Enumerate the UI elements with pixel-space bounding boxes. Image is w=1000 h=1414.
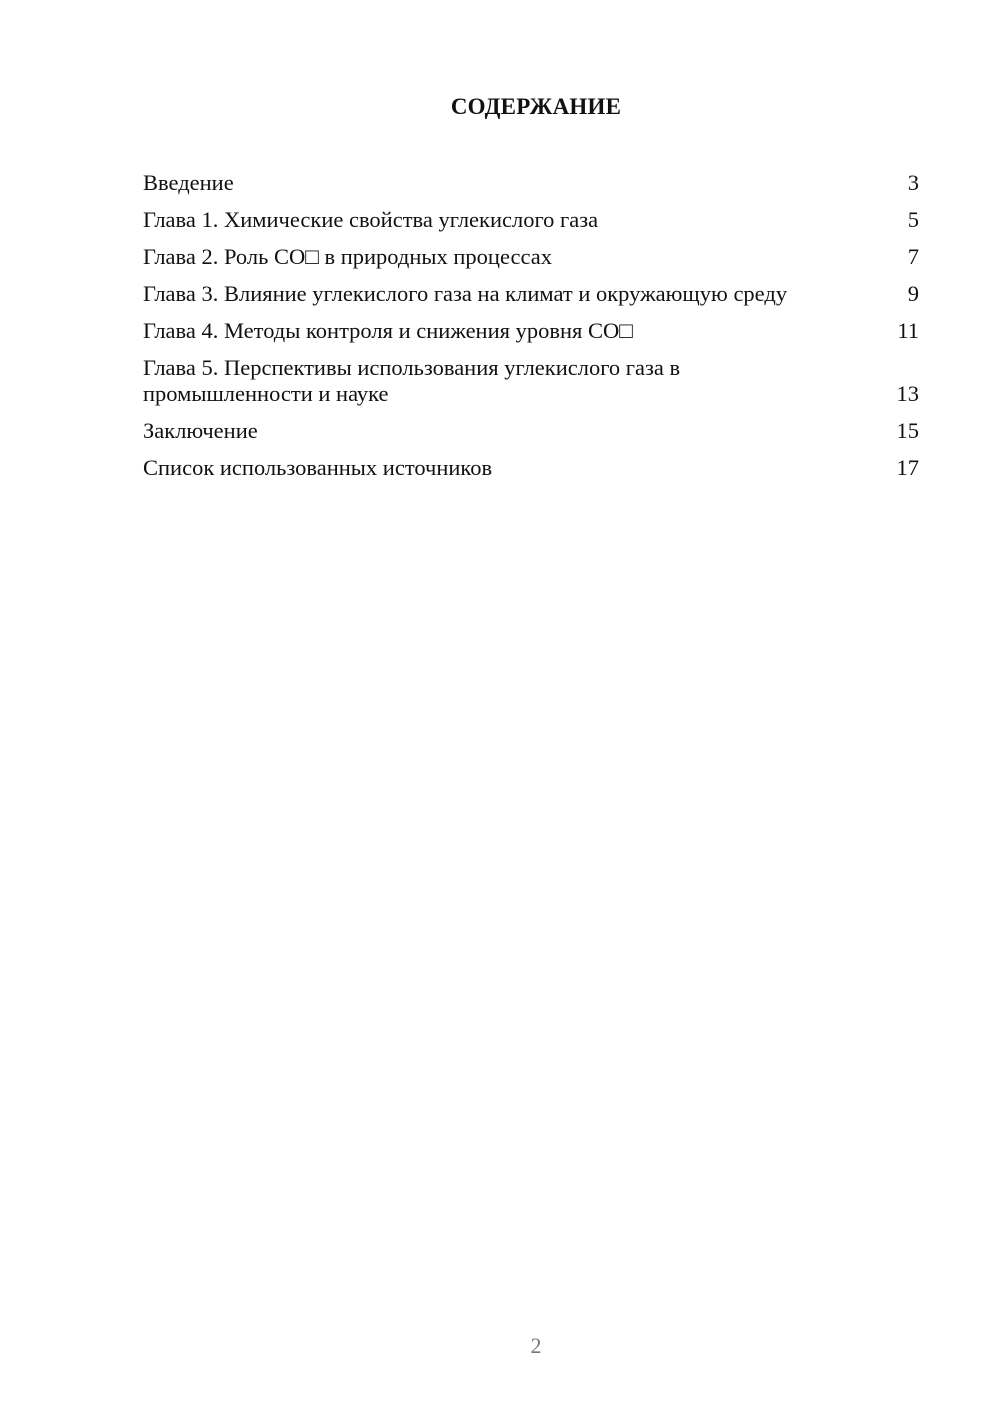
toc-entry-page: 7: [907, 244, 919, 269]
toc-entry-page: 5: [907, 207, 919, 232]
toc-entry-chapter-5: [143, 355, 919, 407]
toc-entry-title: Глава 4. Методы контроля и снижения уровня CO□: [143, 318, 633, 343]
toc-entry-chapter-2: [143, 244, 919, 270]
toc-entry-page: 15: [896, 418, 919, 443]
toc-entry-page: 13: [896, 381, 919, 406]
toc-entry-chapter-4: [143, 318, 919, 344]
page-title: СОДЕРЖАНИЕ: [450, 94, 622, 119]
toc-entry-page: 3: [907, 170, 919, 195]
toc-entry-title: Глава 2. Роль CO□ в природных процессах: [143, 244, 552, 269]
toc-entry-title: Введение: [143, 170, 234, 195]
table-of-contents: [143, 170, 919, 492]
toc-entry-chapter-1: [143, 207, 919, 233]
toc-entry-title: Глава 3. Влияние углекислого газа на климат и окружающую среду: [143, 281, 788, 306]
toc-entry-page: 9: [907, 281, 919, 306]
toc-entry-page: 11: [897, 318, 919, 343]
toc-entry-page: 17: [896, 455, 919, 480]
toc-entry-title: Глава 1. Химические свойства углекислого газа: [143, 207, 599, 232]
toc-entry-title: Глава 5. Перспективы использования углекислого газа в промышленности и науке: [143, 355, 681, 406]
page-number: 2: [530, 1333, 542, 1358]
toc-entry-references: [143, 455, 919, 481]
toc-entry-title: Список использованных источников: [143, 455, 493, 480]
toc-entry-introduction: [143, 170, 919, 196]
toc-entry-conclusion: [143, 418, 919, 444]
toc-entry-chapter-3: [143, 281, 919, 307]
toc-entry-title: Заключение: [143, 418, 258, 443]
